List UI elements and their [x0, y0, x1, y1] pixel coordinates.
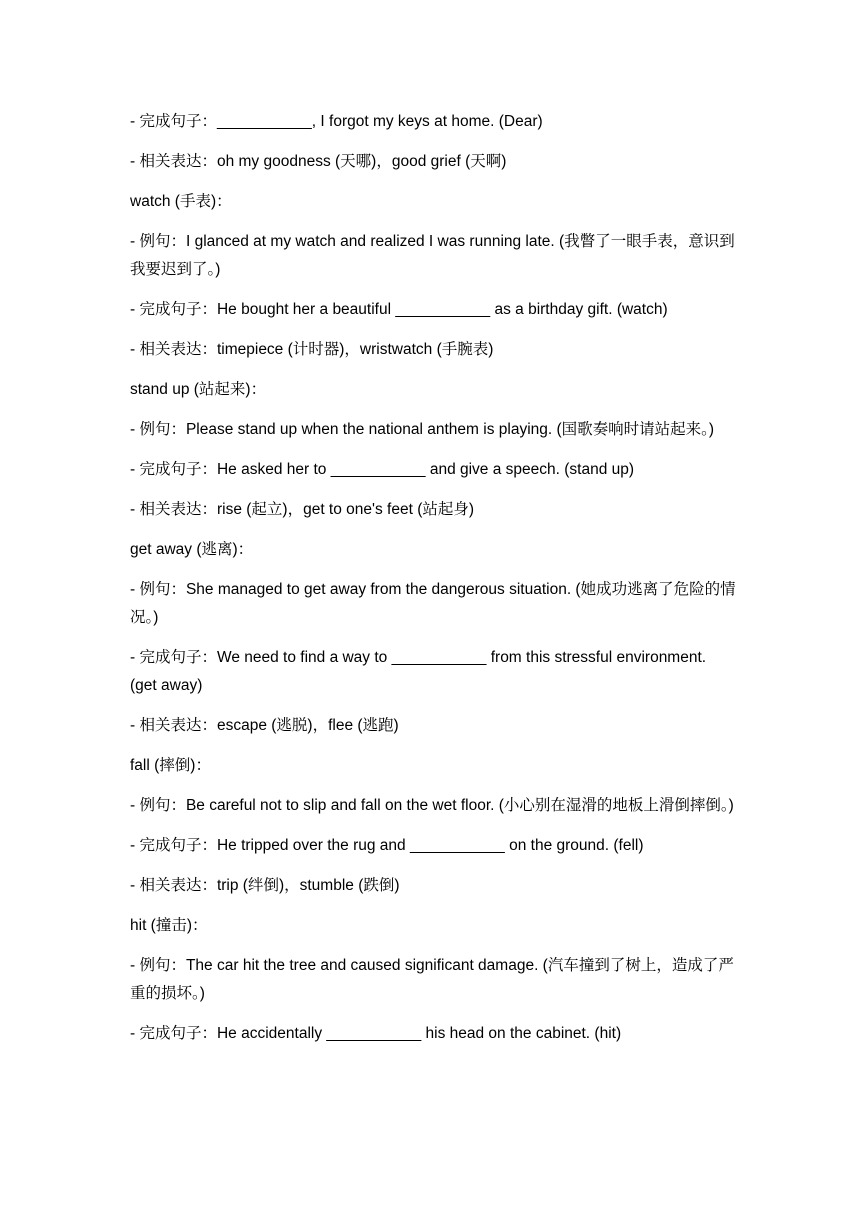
related-expressions: - 相关表达：escape (逃脱)，flee (逃跑) [130, 717, 399, 734]
sentence-completion: - 完成句子：We need to find a way to ___________ from this stressful environment. (get away) [130, 649, 707, 694]
related-expressions: - 相关表达：trip (绊倒)，stumble (跌倒) [130, 877, 400, 894]
example-sentence: - 例句：She managed to get away from the dangerous situation. (她成功逃离了危险的情况。) [130, 581, 736, 626]
vocab-heading-stand-up: stand up (站起来)： [130, 381, 267, 398]
sentence-completion: - 完成句子：___________, I forgot my keys at home. (Dear) [130, 113, 543, 130]
related-expressions: - 相关表达：rise (起立)，get to one's feet (站起身) [130, 501, 475, 518]
vocab-heading-hit: hit (撞击)： [130, 917, 208, 934]
related-expressions: - 相关表达：oh my goodness (天哪)，good grief (天啊) [130, 153, 507, 170]
example-sentence: - 例句：I glanced at my watch and realized I was running late. (我瞥了一眼手表，意识到我要迟到了。) [130, 233, 735, 278]
example-sentence: - 例句：The car hit the tree and caused significant damage. (汽车撞到了树上，造成了严重的损坏。) [130, 957, 734, 1002]
example-sentence: - 例句：Please stand up when the national anthem is playing. (国歌奏响时请站起来。) [130, 421, 715, 438]
related-expressions: - 相关表达：timepiece (计时器)，wristwatch (手腕表) [130, 341, 494, 358]
sentence-completion: - 完成句子：He bought her a beautiful ___________ as a birthday gift. (watch) [130, 301, 668, 318]
sentence-completion: - 完成句子：He accidentally ___________ his head on the cabinet. (hit) [130, 1025, 622, 1042]
example-sentence: - 例句：Be careful not to slip and fall on the wet floor. (小心别在湿滑的地板上滑倒摔倒。) [130, 797, 734, 814]
vocab-heading-watch: watch (手表)： [130, 193, 232, 210]
vocab-heading-get-away: get away (逃离)： [130, 541, 254, 558]
sentence-completion: - 完成句子：He asked her to ___________ and give a speech. (stand up) [130, 461, 635, 478]
vocab-heading-fall: fall (摔倒)： [130, 757, 211, 774]
document-body [130, 108, 736, 1060]
sentence-completion: - 完成句子：He tripped over the rug and ___________ on the ground. (fell) [130, 837, 644, 854]
